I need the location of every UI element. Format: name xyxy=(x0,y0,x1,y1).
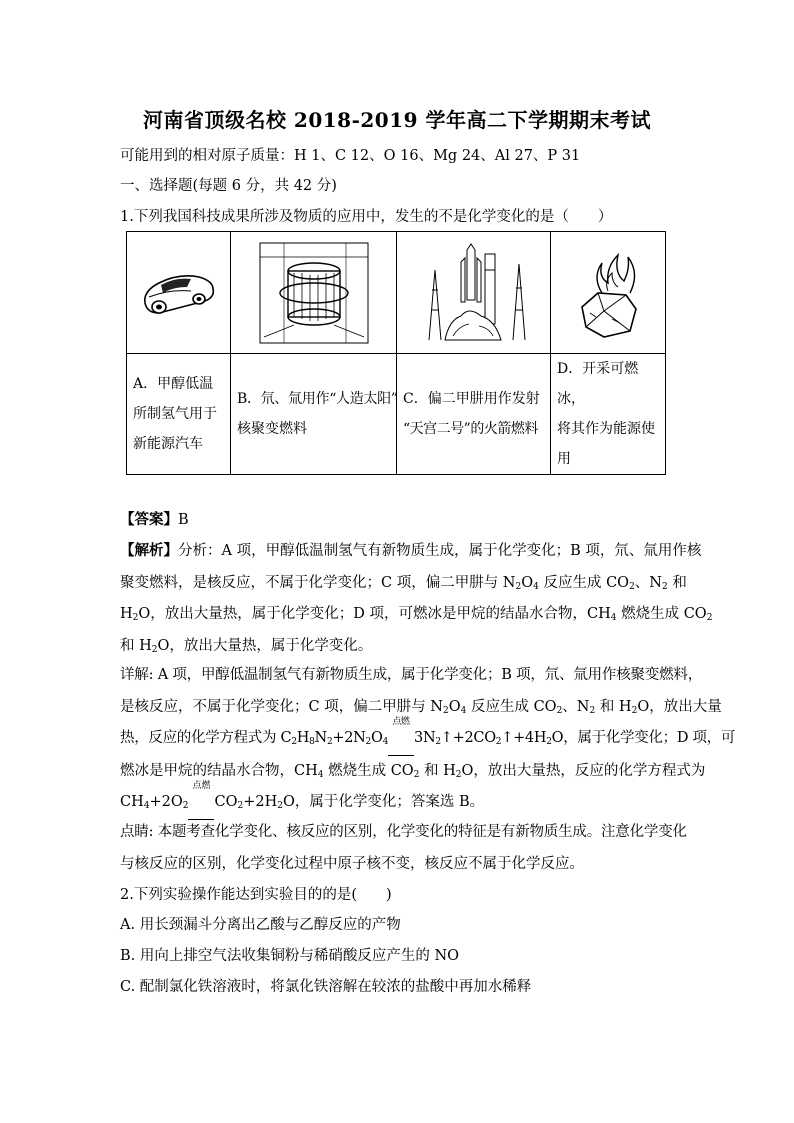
detail-text: 详解: A 项，甲醇低温制氢气有新物质生成，属于化学变化；B 项，氘、氚用作核聚变燃料， xyxy=(120,667,703,683)
reaction-arrow xyxy=(388,717,414,756)
detail-text: ↑+2CO xyxy=(440,730,496,746)
option-b-image xyxy=(231,232,397,354)
detail-text: +2H xyxy=(243,794,278,810)
page-title: 河南省顶级名校 2018-2019 学年高二下学期期末考试 xyxy=(142,108,652,132)
reaction-condition: 点燃 xyxy=(192,781,211,791)
answer-label: 【答案】 xyxy=(120,511,178,528)
option-c-line: “天宫二号”的火箭燃料 xyxy=(403,421,538,437)
subscript: 2 xyxy=(495,737,502,747)
subscript: 2 xyxy=(151,644,158,655)
subscript: 2 xyxy=(629,581,635,592)
subscript: 2 xyxy=(291,737,297,747)
analysis-text: 反应生成 CO xyxy=(538,574,630,591)
answer-value: B xyxy=(178,512,189,528)
detail-text: O，放出大量热，反应的化学方程式为 xyxy=(461,762,706,779)
detail-text: CO xyxy=(214,794,238,810)
subscript: 4 xyxy=(460,705,467,716)
subscript: 2 xyxy=(589,705,596,716)
detail-text: +2N xyxy=(332,730,366,746)
subscript: 2 xyxy=(556,705,563,716)
analysis-text: O，放出大量热，属于化学变化。 xyxy=(157,637,373,654)
analysis-line xyxy=(120,631,676,663)
question-1-options-table xyxy=(126,231,666,475)
subscript: 2 xyxy=(237,801,244,811)
subscript: 4 xyxy=(610,613,617,623)
option-a-line: 新能源汽车 xyxy=(133,436,203,452)
detail-block xyxy=(120,660,736,820)
analysis-text: H xyxy=(120,606,133,622)
detail-text: O xyxy=(448,698,461,715)
atomic-masses: 可能用到的相对原子质量：H 1、C 12、O 16、Mg 24、Al 27、P 31 xyxy=(120,148,581,164)
note-line: 点睛: 本题考查化学变化、核反应的区别，化学变化的特征是有新物质生成。注意化学变化 xyxy=(120,824,687,840)
option-d-line: 将其作为能源使 xyxy=(557,421,655,437)
analysis-text: O xyxy=(521,574,534,591)
subscript: 4 xyxy=(533,581,539,592)
option-a-line: 所制氢气用于 xyxy=(133,406,217,422)
reaction-condition: 点燃 xyxy=(392,717,410,727)
subscript: 4 xyxy=(143,801,150,811)
question-1-stem: 1.下列我国科技成果所涉及物质的应用中，发生的不是化学变化的是（ ） xyxy=(120,209,613,225)
note-line: 与核反应的区别，化学变化过程中原子核不变，核反应不属于化学反应。 xyxy=(120,855,584,872)
note-block xyxy=(120,817,687,880)
subscript: 8 xyxy=(309,737,315,747)
detail-text: 燃烧生成 CO xyxy=(323,762,414,779)
detail-line xyxy=(120,717,736,756)
subscript: 2 xyxy=(631,705,638,716)
analysis-text: 聚变燃料，是核反应，不属于化学变化；C 项，偏二甲肼与 N xyxy=(120,574,516,591)
subscript: 2 xyxy=(326,737,333,747)
option-d-line: 用 xyxy=(557,451,571,467)
question-2-option-a: A. 用长颈漏斗分离出乙酸与乙醇反应的产物 xyxy=(120,917,401,933)
fusion-reactor-icon xyxy=(231,237,396,349)
analysis-text: 和 xyxy=(667,574,687,591)
analysis-line xyxy=(120,599,713,631)
subscript: 2 xyxy=(132,613,139,623)
question-2-option-b: B. 用向上排空气法收集铜粉与稀硝酸反应产生的 NO xyxy=(120,948,460,964)
subscript: 2 xyxy=(413,769,420,780)
option-c-text xyxy=(397,354,551,475)
subscript: 2 xyxy=(546,737,552,747)
answer-line xyxy=(120,510,189,530)
detail-text: CH xyxy=(120,794,144,810)
analysis-text: 和 H xyxy=(120,637,152,654)
reaction-arrow xyxy=(188,781,214,820)
detail-text: 和 H xyxy=(595,698,632,715)
question-2-option-c: C. 配制氯化铁溶液时，将氯化铁溶解在较浓的盐酸中再加水稀释 xyxy=(120,979,532,995)
analysis-block xyxy=(120,535,713,662)
analysis-text: 分析：A 项，甲醇低温制氢气有新物质生成，属于化学变化；B 项，氘、氚用作核 xyxy=(178,543,702,559)
subscript: 4 xyxy=(317,769,324,780)
detail-text: 热，反应的化学方程式为 C xyxy=(120,730,292,746)
subscript: 2 xyxy=(182,801,189,811)
rocket-launch-icon xyxy=(397,240,550,346)
subscript: 2 xyxy=(515,581,522,592)
analysis-label: 【解析】 xyxy=(120,542,178,559)
option-a-line: A．甲醇低温 xyxy=(133,376,214,392)
detail-text: ↑+4H xyxy=(501,730,547,746)
subscript: 4 xyxy=(382,737,389,747)
detail-text: 反应生成 CO xyxy=(466,698,557,715)
option-c-image xyxy=(397,232,551,354)
option-d-image xyxy=(551,232,666,354)
option-a-text xyxy=(127,354,231,475)
option-a-image xyxy=(127,232,231,354)
analysis-text: 燃烧生成 CO xyxy=(616,606,707,622)
analysis-text: 、N xyxy=(634,574,662,591)
detail-text: +2O xyxy=(149,794,183,810)
section-heading: 一、选择题(每题 6 分，共 42 分) xyxy=(120,178,337,194)
subscript: 2 xyxy=(455,769,462,780)
detail-line xyxy=(120,781,676,820)
analysis-line xyxy=(120,535,702,568)
option-b-line: 核聚变燃料 xyxy=(237,421,307,437)
detail-text: N xyxy=(314,730,327,746)
detail-text: 3N xyxy=(414,730,436,746)
subscript: 2 xyxy=(365,737,371,747)
subscript: 2 xyxy=(443,705,449,716)
subscript: 2 xyxy=(706,613,713,623)
option-d-text xyxy=(551,354,666,475)
detail-text: 是核反应，不属于化学变化；C 项，偏二甲肼与 N xyxy=(120,698,443,715)
detail-text: O xyxy=(370,730,383,746)
combustible-ice-icon xyxy=(551,243,665,343)
detail-text: O，属于化学变化；答案选 B。 xyxy=(282,794,485,810)
subscript: 2 xyxy=(661,581,668,592)
option-b-text xyxy=(231,354,397,475)
detail-text: 和 H xyxy=(419,762,456,779)
option-b-line: B．氘、氚用作“人造太阳” xyxy=(237,391,398,407)
car-icon xyxy=(127,263,230,323)
question-2-stem: 2.下列实验操作能达到实验目的的是( ) xyxy=(120,887,392,903)
detail-text: 、N xyxy=(562,698,590,715)
analysis-text: O，放出大量热，属于化学变化；D 项，可燃冰是甲烷的结晶水合物，CH xyxy=(138,606,611,622)
detail-text: H xyxy=(296,730,310,746)
detail-text: 燃冰是甲烷的结晶水合物，CH xyxy=(120,762,318,779)
detail-line xyxy=(120,660,703,692)
option-c-line: C．偏二甲肼用作发射 xyxy=(403,391,540,407)
detail-text: O，属于化学变化；D 项，可 xyxy=(551,730,736,746)
detail-text: O，放出大量 xyxy=(637,698,722,715)
analysis-line xyxy=(120,568,687,600)
subscript: 2 xyxy=(277,801,283,811)
subscript: 2 xyxy=(435,737,441,747)
option-d-line: D．开采可燃冰， xyxy=(557,361,639,407)
